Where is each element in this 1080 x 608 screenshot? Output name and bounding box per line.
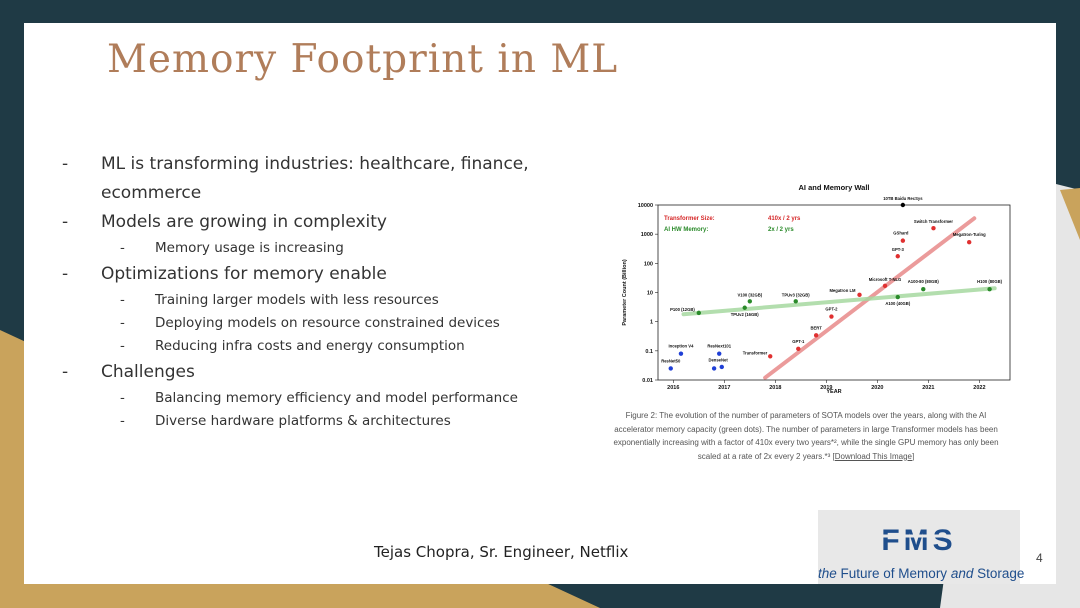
bullet-dash: -	[62, 264, 69, 284]
data-point	[743, 306, 747, 310]
data-point	[796, 347, 800, 351]
sub-bullet-text: Reducing infra costs and energy consumption	[155, 338, 465, 354]
data-point	[857, 293, 861, 297]
bullet-dash: -	[120, 292, 125, 308]
data-label: GPT-3	[891, 247, 904, 253]
data-point	[896, 254, 900, 258]
logo-text-part: the	[818, 566, 841, 581]
bullet-dash: -	[120, 338, 125, 354]
slide	[24, 23, 1056, 584]
y-tick-label: 1000	[640, 232, 653, 239]
bullet-dash: -	[120, 413, 125, 429]
data-point	[987, 287, 991, 291]
data-label: V100 (32GB)	[737, 292, 763, 298]
x-tick-label: 2018	[769, 385, 782, 391]
x-tick-label: 2021	[922, 385, 935, 391]
data-label: GPT-1	[792, 338, 805, 344]
data-label: H100 (80GB)	[977, 279, 1003, 285]
y-tick-label: 10000	[637, 203, 653, 209]
data-label: Megatron LM	[829, 287, 856, 293]
y-tick-label: 0.1	[645, 348, 653, 355]
sub-bullet-item	[62, 410, 582, 433]
bullet-dash: -	[120, 240, 125, 256]
legend-label: AI HW Memory:	[664, 227, 709, 233]
data-label: 10TB Baidu RecSys	[883, 196, 923, 201]
slide-title: Memory Footprint in ML	[107, 37, 619, 82]
logo-text-part: Storage	[977, 566, 1025, 581]
y-tick-label: 10	[646, 290, 653, 297]
data-point	[901, 238, 905, 242]
bullet-dash: -	[62, 212, 69, 232]
data-point	[931, 226, 935, 230]
sub-bullet-item	[62, 335, 582, 358]
sub-bullet-item	[62, 387, 582, 410]
data-point	[901, 203, 905, 207]
sub-bullet-text: Deploying models on resource constrained devices	[155, 315, 500, 331]
ai-memory-wall-chart	[590, 179, 1020, 394]
data-label: ResNext101	[707, 343, 732, 349]
y-axis-label: Parameter Count (Billion)	[622, 259, 628, 326]
bullet-item	[62, 358, 582, 387]
data-label: Megatron-Turing	[952, 232, 986, 238]
data-point	[921, 287, 925, 291]
data-label: TPUv2 (16GB)	[730, 311, 759, 317]
data-point	[717, 351, 721, 355]
data-label: ResNet50	[661, 358, 681, 364]
data-label: A100-80 (80GB)	[907, 279, 939, 285]
svg-text:FMS: FMS	[881, 524, 957, 557]
bullet-list	[62, 150, 582, 433]
data-point	[814, 333, 818, 337]
data-point	[720, 365, 724, 369]
legend-rate: 410x / 2 yrs	[768, 216, 801, 222]
legend-rate: 2x / 2 yrs	[768, 227, 794, 233]
data-point	[679, 351, 683, 355]
sub-bullet-item	[62, 289, 582, 312]
sub-bullet-item	[62, 312, 582, 335]
data-point	[829, 314, 833, 318]
bullet-item	[62, 150, 582, 208]
logo-text-part: and	[947, 566, 978, 581]
x-tick-label: 2016	[667, 385, 680, 391]
bullet-text: Optimizations for memory enable	[101, 264, 387, 284]
data-point	[967, 240, 971, 244]
page-number: 4	[1036, 551, 1043, 565]
bullet-item	[62, 260, 582, 289]
data-label: TPUv3 (32GB)	[781, 292, 810, 298]
y-tick-label: 100	[643, 261, 653, 268]
data-label: Inception V4	[668, 343, 694, 349]
x-tick-label: 2017	[718, 385, 731, 391]
fms-logo	[818, 510, 1025, 584]
data-label: P100 (12GB)	[670, 306, 695, 312]
data-label: BERT	[810, 325, 822, 331]
bullet-text: ML is transforming industries: healthcare, finance, ecommerce	[101, 154, 529, 203]
logo-text-part: Future of Memory	[840, 566, 948, 581]
data-label: Transformer	[742, 350, 768, 356]
bullet-dash: -	[120, 315, 125, 331]
legend-label: Transformer Size:	[664, 216, 715, 222]
y-tick-label: 0.01	[642, 378, 653, 384]
figure-caption	[606, 409, 1006, 463]
bullet-dash: -	[62, 154, 69, 174]
presenter-footer: Tejas Chopra, Sr. Engineer, Netflix	[374, 543, 629, 561]
data-point	[768, 354, 772, 358]
data-point	[748, 299, 752, 303]
bullet-dash: -	[120, 390, 125, 406]
data-point	[697, 311, 701, 315]
x-tick-label: 2019	[820, 385, 833, 391]
bullet-item	[62, 208, 582, 237]
fms-logo-mark	[818, 510, 1020, 566]
data-point	[712, 366, 716, 370]
fms-logo-text	[818, 566, 1025, 581]
data-label: Microsoft T-NLG	[868, 276, 902, 282]
bullet-text: Models are growing in complexity	[101, 212, 387, 232]
data-point	[794, 299, 798, 303]
data-point	[669, 366, 673, 370]
x-axis-label: YEAR	[826, 389, 842, 394]
sub-bullet-item	[62, 237, 582, 260]
chart-title: AI and Memory Wall	[798, 183, 870, 192]
sub-bullet-text: Training larger models with less resources	[155, 292, 439, 308]
y-tick-label: 1	[649, 319, 653, 326]
data-point	[883, 284, 887, 288]
data-label: Switch Transformer	[913, 219, 954, 225]
data-label: A100 (40GB)	[885, 301, 911, 307]
bullet-dash: -	[62, 362, 69, 382]
data-label: GShard	[893, 230, 909, 236]
sub-bullet-text: Balancing memory efficiency and model performance	[155, 390, 518, 406]
x-tick-label: 2022	[973, 385, 986, 391]
sub-bullet-text: Memory usage is increasing	[155, 240, 344, 256]
caption-text: Figure 2: The evolution of the number of parameters of SOTA models over the years, along with the AI accelerator memory capacity (green dots). The number of parameters in large Transformer models has been exponentially increasing with a factor of 410x every two years*², while the single GPU memory has only been scaled at a rate of 2x every 2 years.*³	[613, 411, 999, 461]
download-image-link[interactable]: [Download This Image]	[832, 451, 915, 461]
data-label: GPT-2	[825, 306, 838, 312]
data-label: DenseNet	[708, 357, 728, 363]
x-tick-label: 2020	[871, 385, 884, 391]
sub-bullet-text: Diverse hardware platforms & architectures	[155, 413, 451, 429]
bullet-text: Challenges	[101, 362, 195, 382]
data-point	[896, 295, 900, 299]
